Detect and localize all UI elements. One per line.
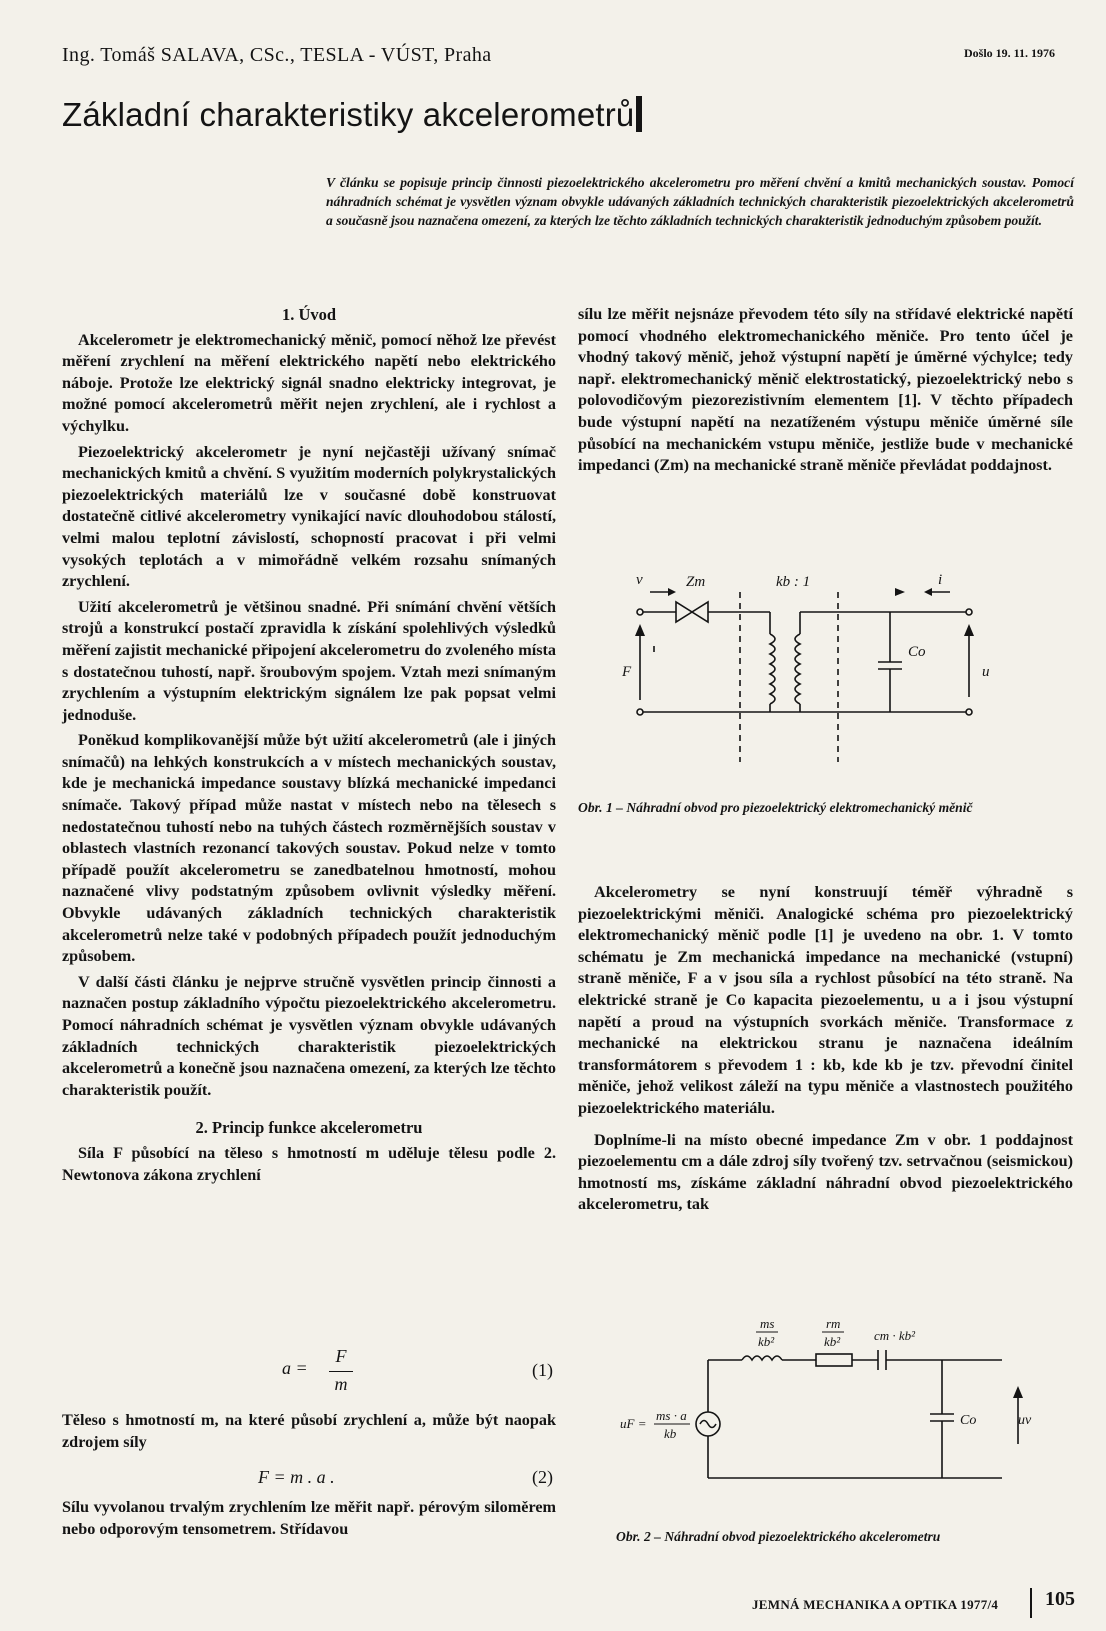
label-rm: rm [826,1316,841,1331]
label-uv: uv [1018,1413,1032,1428]
fraction-bar [329,1371,353,1372]
equation-1-lhs: a = [282,1358,308,1378]
label-u: u [982,664,990,680]
author-line: Ing. Tomáš SALAVA, CSc., TESLA - VÚST, Praha [62,44,492,66]
section2-heading: 2. Princip funkce akcelerometru [195,1118,423,1138]
equation-1-denominator: m [334,1374,348,1394]
label-cm: cm · kb² [874,1328,916,1343]
label-zm: Zm [686,574,706,590]
equation-2-number: (2) [532,1467,553,1487]
label-uf: uF = [620,1416,647,1431]
label-ratio: kb : 1 [776,574,811,590]
equation-1-numerator: F [335,1346,347,1366]
figure-1-circuit [620,572,1040,772]
section1-heading: 1. Úvod [281,305,337,324]
label-kb2-a: kb² [758,1334,775,1349]
paragraph: Poněkud komplikovanější může být užití akcelerometrů (ale i jiných snímačů) na lehkých konstrukcích a v místech mechanických soustav, kde je mechanická impedance soustavy blízká mechanické impedanci snímače. Takový případ může nastat v místech nebo na tělesech s nedostatečnou tuhostí nebo na tuhých částech rozměrnějších soustav v oblastech vlastních rezonancí takových soustav. Pokud nelze v tomto případě použít akcelerometru se zanedbatelnou hmotností, mohou naznačené vlivy podstatným způsobem ovlivnit výsledky měření. Obvykle udávaných základních technických charakteristik akcelerometrů nelze také v podobných případech použít jednoduchým způsobem. [62,731,556,966]
text-cursor [636,96,642,132]
label-co: Co [908,644,926,660]
paragraph: Akcelerometr je elektromechanický měnič, pomocí něhož lze převést měření zrychlení na měření elektrického napětí nebo elektrického náboje. Protože lze elektrický signál snadno elektricky integrovat, je možné pomocí akcelerometrů měřit nejen zrychlení, ale i rychlost a výchylku. [62,330,556,435]
left-column-continued [62,1410,556,1453]
abstract: V článku se popisuje princip činnosti piezoelektrického akcelerometru pro měření chvění a kmitů mechanických soustav. Pomocí náhradních schémat je vysvětlen význam obvykle udávaných základních technických charakteristik piezoelektrických akcelerometrů a současně jsou naznačena omezení, za kterých lze těchto základních technických charakteristik jednoduchým způsobem použít. [326,175,1074,228]
figure-1-caption: Obr. 1 – Náhradní obvod pro piezoelektrický elektromechanický měnič [578,800,973,815]
right-column-middle [578,882,1073,1216]
footer-divider [1030,1588,1032,1618]
label-kb: kb [664,1426,677,1441]
label-ms: ms [760,1316,775,1331]
figure-2-caption: Obr. 2 – Náhradní obvod piezoelektrického akcelerometru [616,1529,941,1544]
paragraph: Užití akcelerometrů je většinou snadné. Při snímání chvění větších strojů a konstrukcí postačí zpravidla k získání spolehlivých výsledků měření zajistit mechanické připojení akcelerometru do zvoleného místa s dostatečnou tuhostí, např. šroubovým spojem. Vztah mezi snímaným zrychlením a výstupním elektrickým signálem lze pak popsat velmi jednoduše. [62,597,556,724]
label-v: v [636,572,643,588]
title-text: Základní charakteristiky akcelerometrů [62,96,635,133]
paragraph: sílu lze měřit nejsnáze převodem této síly na střídavé elektrické napětí pomocí vhodného elektromechanického měniče. Pro tento účel je vhodný takový měnič, jehož výstupní napětí je úměrné výchylce; tedy např. elektromechanický měnič elektrostatický, piezoelektrický nebo s polovodičovým piezorezistivním elementem [1]. V těchto případech bude výstupní napětí na nezatíženém výstupu měniče úměrné síle působící na mechanickém vstupu měniče, jestliže bude v mechanické impedanci (Zm) na mechanické straně měniče převládat poddajnost. [578,305,1073,475]
figure-2-circuit [620,1310,1040,1505]
left-column-end [62,1497,556,1540]
right-column-top [578,304,1073,477]
label-F: F [622,664,632,680]
paragraph: V další části článku je nejprve stručně vysvětlen princip činnosti a naznačen postup základního výpočtu piezoelektrického akcelerometru. Pomocí náhradních schémat je vysvětlen význam obvykle udávaných základních technických charakteristik piezoelektrických akcelerometrů a konečně jsou naznačena omezení, za kterých lze těchto charakteristik použít. [62,972,556,1099]
label-i: i [938,572,943,588]
label-co: Co [960,1413,977,1428]
label-kb2-b: kb² [824,1334,841,1349]
journal-footer: JEMNÁ MECHANIKA A OPTIKA 1977/4 [752,1597,999,1612]
label-msa: ms · a [656,1408,687,1423]
paragraph: Akcelerometry se nyní konstruují téměř výhradně s piezoelektrickými měniči. Analogické schéma pro piezoelektrický elektromechanický měnič podle [1] je uvedeno na obr. 1. V tomto schématu je Zm mechanická impedance na mechanické (vstupní) straně měniče, F a v jsou síla a rychlost působící na této straně. Na elektrické straně je Co kapacita piezoelementu, u a i jsou výstupní napětí a proud na výstupních svorkách měniče. Transformace z mechanické na elektrickou stranu je naznačena ideálním transformátorem s převodem 1 : kb, kde kb je tzv. převodní činitel měniče, jehož velikost záleží na typu měniče a vlastnostech použitého piezoelektrického materiálu. [578,883,1073,1117]
paragraph: Sílu vyvolanou trvalým zrychlením lze měřit např. pérovým siloměrem nebo odporovým tensometrem. Střídavou [62,1498,556,1538]
paragraph: Piezoelektrický akcelerometr je nyní nejčastěji užívaný snímač mechanických kmitů a chvění. S využitím moderních polykrystalických piezoelektrických materiálů lze v současné době konstruovat dostatečně citlivé akcelerometry vynikající navíc dlouhodobou stálostí, velmi malou teplotní závislostí, schopností pracovat i při velmi vysokých teplotách a v mimořádně velkém rozsahu snímaných zrychlení. [62,442,556,591]
article-title [62,96,642,134]
page-number: 105 [1045,1588,1075,1610]
paragraph: Doplníme-li na místo obecné impedance Zm v obr. 1 poddajnost piezoelementu cm a dále zdroj síly tvořený tzv. setrvačnou (seismickou) hmotností ms, získáme základní náhradní obvod piezoelektrického akcelerometru, tak [578,1130,1073,1214]
equation-2: F = m . a . [258,1467,335,1487]
paragraph: Těleso s hmotností m, na které působí zrychlení a, může být naopak zdrojem síly [62,1411,556,1451]
paragraph: Síla F působící na těleso s hmotností m uděluje tělesu podle 2. Newtonova zákona zrychlení [62,1143,556,1184]
equation-1-number: (1) [532,1360,553,1380]
left-column [62,304,556,1186]
received-date: Došlo 19. 11. 1976 [964,46,1056,60]
